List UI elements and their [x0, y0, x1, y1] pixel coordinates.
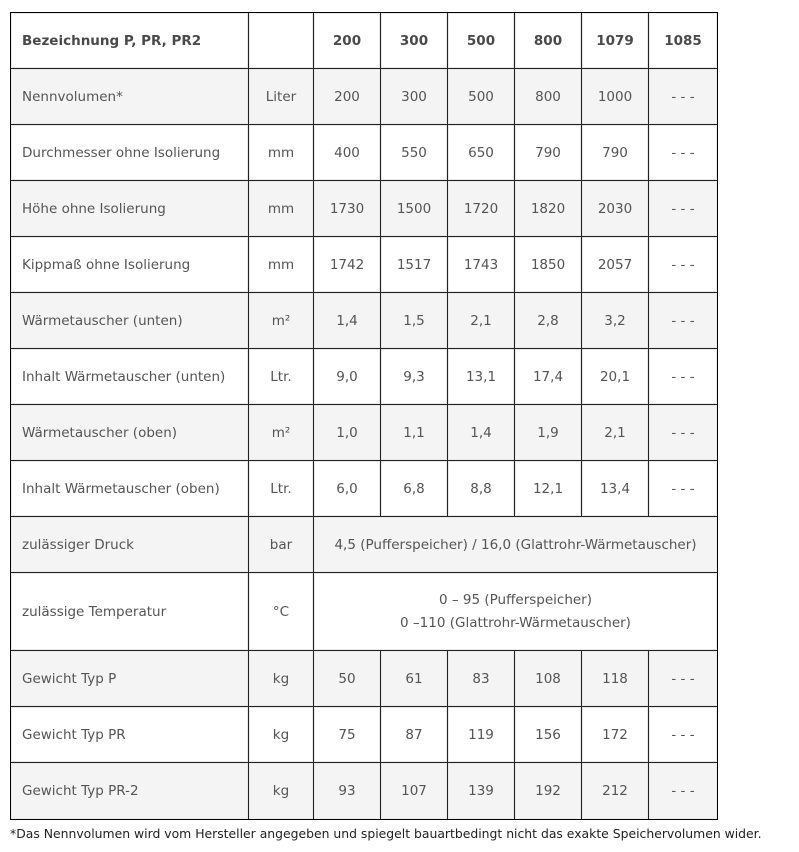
- row-value: 1850: [515, 237, 582, 293]
- row-value: 9,0: [314, 349, 381, 405]
- row-value: 1,0: [314, 405, 381, 461]
- temperature-line2: 0 –110 (Glattrohr-Wärmetauscher): [400, 614, 631, 631]
- row-value: - - -: [649, 237, 717, 293]
- table-row: [11, 349, 717, 405]
- table-row: [11, 69, 717, 125]
- weight-unit: kg: [249, 763, 314, 819]
- pressure-label: zulässiger Druck: [11, 517, 249, 573]
- weight-value: 93: [314, 763, 381, 819]
- row-value: 1,4: [448, 405, 515, 461]
- row-value: 1517: [381, 237, 448, 293]
- row-value: 13,1: [448, 349, 515, 405]
- row-unit: Liter: [249, 69, 314, 125]
- row-value: 1743: [448, 237, 515, 293]
- weight-unit: kg: [249, 707, 314, 763]
- pressure-unit: bar: [249, 517, 314, 573]
- row-value: 2,1: [448, 293, 515, 349]
- row-value: 790: [515, 125, 582, 181]
- row-value: 1820: [515, 181, 582, 237]
- weight-value: 119: [448, 707, 515, 763]
- row-value: 2057: [582, 237, 649, 293]
- row-label: Wärmetauscher (unten): [11, 293, 249, 349]
- row-value: 17,4: [515, 349, 582, 405]
- row-value: 1,4: [314, 293, 381, 349]
- row-value: - - -: [649, 69, 717, 125]
- weight-label: Gewicht Typ PR: [11, 707, 249, 763]
- table-row: [11, 461, 717, 517]
- weight-row: [11, 707, 717, 763]
- row-value: 2030: [582, 181, 649, 237]
- row-unit: mm: [249, 237, 314, 293]
- table-row: [11, 405, 717, 461]
- row-value: - - -: [649, 293, 717, 349]
- row-value: - - -: [649, 181, 717, 237]
- row-label: Inhalt Wärmetauscher (oben): [11, 461, 249, 517]
- temperature-label: zulässige Temperatur: [11, 573, 249, 651]
- row-value: 2,1: [582, 405, 649, 461]
- row-value: 500: [448, 69, 515, 125]
- row-value: 1000: [582, 69, 649, 125]
- temperature-unit: °C: [249, 573, 314, 651]
- row-label: Kippmaß ohne Isolierung: [11, 237, 249, 293]
- header-col: 1079: [582, 13, 649, 69]
- weight-value: 139: [448, 763, 515, 819]
- row-unit: Ltr.: [249, 461, 314, 517]
- row-value: 9,3: [381, 349, 448, 405]
- row-value: 1720: [448, 181, 515, 237]
- header-col: 200: [314, 13, 381, 69]
- row-unit: mm: [249, 125, 314, 181]
- weight-value: 172: [582, 707, 649, 763]
- weight-label: Gewicht Typ PR-2: [11, 763, 249, 819]
- row-value: 13,4: [582, 461, 649, 517]
- pressure-value: 4,5 (Pufferspeicher) / 16,0 (Glattrohr-Wärmetauscher): [314, 517, 717, 573]
- row-value: 1742: [314, 237, 381, 293]
- row-value: 1,9: [515, 405, 582, 461]
- row-value: 550: [381, 125, 448, 181]
- table-header-row: [11, 13, 717, 69]
- weight-value: 212: [582, 763, 649, 819]
- row-value: - - -: [649, 349, 717, 405]
- row-value: 8,8: [448, 461, 515, 517]
- row-unit: Ltr.: [249, 349, 314, 405]
- row-value: 20,1: [582, 349, 649, 405]
- weight-value: - - -: [649, 651, 717, 707]
- weight-value: 87: [381, 707, 448, 763]
- table-row: [11, 125, 717, 181]
- row-label: Wärmetauscher (oben): [11, 405, 249, 461]
- weight-value: 50: [314, 651, 381, 707]
- weight-value: 192: [515, 763, 582, 819]
- weight-label: Gewicht Typ P: [11, 651, 249, 707]
- row-value: - - -: [649, 405, 717, 461]
- row-label: Höhe ohne Isolierung: [11, 181, 249, 237]
- row-value: 2,8: [515, 293, 582, 349]
- weight-value: - - -: [649, 707, 717, 763]
- weight-value: 108: [515, 651, 582, 707]
- weight-value: 107: [381, 763, 448, 819]
- header-col: 300: [381, 13, 448, 69]
- row-value: 1,1: [381, 405, 448, 461]
- row-label: Durchmesser ohne Isolierung: [11, 125, 249, 181]
- row-value: 6,0: [314, 461, 381, 517]
- row-label: Nennvolumen*: [11, 69, 249, 125]
- header-col: 1085: [649, 13, 717, 69]
- row-value: 3,2: [582, 293, 649, 349]
- header-col: 500: [448, 13, 515, 69]
- row-value: 650: [448, 125, 515, 181]
- row-value: - - -: [649, 125, 717, 181]
- weight-unit: kg: [249, 651, 314, 707]
- weight-row: [11, 651, 717, 707]
- weight-value: 83: [448, 651, 515, 707]
- temperature-value: [314, 573, 717, 651]
- row-value: 800: [515, 69, 582, 125]
- header-col: 800: [515, 13, 582, 69]
- pressure-row: [11, 517, 717, 573]
- weight-value: - - -: [649, 763, 717, 819]
- row-value: 200: [314, 69, 381, 125]
- footnote: *Das Nennvolumen wird vom Hersteller angegeben und spiegelt bauartbedingt nicht das exakte Speichervolumen wider.: [10, 826, 762, 841]
- row-value: 400: [314, 125, 381, 181]
- spec-table: [10, 12, 718, 820]
- row-value: 6,8: [381, 461, 448, 517]
- row-value: 1500: [381, 181, 448, 237]
- header-unit: [249, 13, 314, 69]
- row-value: 1730: [314, 181, 381, 237]
- row-value: 12,1: [515, 461, 582, 517]
- row-unit: mm: [249, 181, 314, 237]
- table-row: [11, 237, 717, 293]
- row-unit: m²: [249, 405, 314, 461]
- row-value: 790: [582, 125, 649, 181]
- weight-value: 61: [381, 651, 448, 707]
- weight-row: [11, 763, 717, 819]
- table-row: [11, 181, 717, 237]
- row-value: 300: [381, 69, 448, 125]
- weight-value: 75: [314, 707, 381, 763]
- row-value: - - -: [649, 461, 717, 517]
- row-label: Inhalt Wärmetauscher (unten): [11, 349, 249, 405]
- temperature-line1: 0 – 95 (Pufferspeicher): [438, 591, 593, 608]
- table-row: [11, 293, 717, 349]
- header-label: Bezeichnung P, PR, PR2: [11, 13, 249, 69]
- row-unit: m²: [249, 293, 314, 349]
- weight-value: 156: [515, 707, 582, 763]
- temperature-row: [11, 573, 717, 651]
- weight-value: 118: [582, 651, 649, 707]
- row-value: 1,5: [381, 293, 448, 349]
